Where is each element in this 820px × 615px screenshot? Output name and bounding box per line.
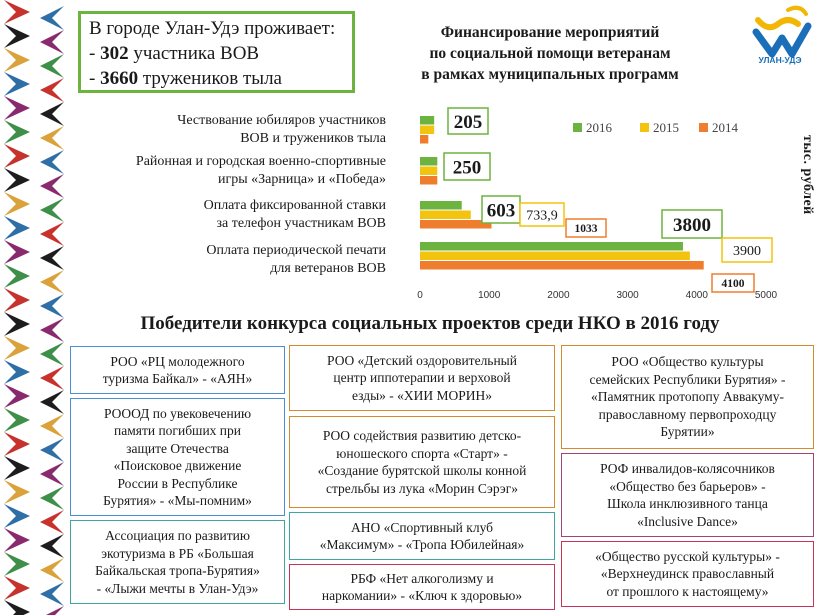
nko-card	[289, 564, 555, 610]
nko-card-line: - «Лыжи мечты в Улан-Удэ»	[96, 580, 259, 596]
x-tick-label: 3000	[616, 290, 639, 301]
nko-card-line: Школа инклюзивного танца	[607, 496, 768, 511]
nko-card-line: РОО «РЦ молодежного	[110, 353, 245, 369]
data-label: 603	[486, 200, 516, 222]
bar-2015	[420, 211, 471, 220]
nko-card-line: езды» - «ХИИ МОРИН»	[351, 387, 493, 403]
nko-card	[289, 416, 555, 508]
category-label-line: игры «Зарница» и «Победа»	[218, 172, 386, 187]
category-label-line: Чествование юбиляров участников	[177, 113, 386, 128]
legend-label: 2014	[712, 120, 738, 135]
bar-2015	[420, 252, 690, 261]
nko-card-line: памяти погибших при	[113, 423, 242, 438]
bar-2016	[420, 116, 434, 125]
nko-card-line: «Верхнеудинск православный	[600, 566, 775, 582]
nko-card-line: туризма Байкал» - «АЯН»	[102, 371, 253, 386]
category-label-line: для ветеранов ВОВ	[270, 261, 386, 276]
nko-card	[561, 345, 814, 449]
nko-card-text	[327, 352, 517, 405]
chart-title-line: Финансирование мероприятий	[440, 24, 660, 41]
nko-card-line: АНО «Спортивный клуб	[350, 519, 494, 535]
bar-2014	[420, 220, 491, 229]
data-label: 250	[452, 157, 482, 179]
nko-card-line: юношеского спорта «Старт» -	[336, 445, 508, 461]
x-tick-label: 0	[417, 290, 423, 301]
nko-card-line: РОО «Общество культуры	[611, 354, 764, 370]
nko-card	[561, 541, 814, 607]
section-title: Победители конкурса социальных проектов среди НКО в 2016 году	[140, 313, 720, 334]
bar-2015	[420, 167, 437, 176]
bar-2015	[420, 126, 434, 135]
nko-card-text	[95, 527, 260, 597]
nko-card-line: РОО содействия развитию детско-	[322, 428, 522, 443]
nko-card-text	[595, 548, 780, 601]
nko-card-line: Ассоциация по развитию	[105, 528, 250, 543]
nko-card-line: семейских Республики Бурятия» -	[589, 371, 786, 387]
info-heading: В городе Улан-Удэ проживает:	[89, 18, 336, 39]
nko-card-text	[103, 405, 252, 510]
nko-card-line: РОООД по увековечению	[103, 405, 252, 421]
nko-card-text	[318, 427, 527, 497]
y-axis-units: тыс. рублей	[800, 135, 815, 215]
bar-2016	[420, 157, 437, 166]
workers-count: 3660	[100, 68, 139, 89]
category-label-line: Оплата периодической печати	[206, 243, 386, 258]
legend-label: 2015	[653, 120, 679, 135]
chart-title-line: в рамках муниципальных программ	[421, 66, 679, 83]
x-tick-label: 1000	[478, 290, 501, 301]
nko-card-line: Бурятии»	[660, 424, 715, 440]
nko-card-line: «Общество русской культуры» -	[595, 548, 780, 564]
info-line-veterans: - 302 участника ВОВ	[89, 43, 260, 64]
veterans-text: участника ВОВ	[128, 43, 260, 64]
nko-card	[70, 520, 285, 604]
bar-2016	[420, 201, 462, 210]
nko-card-text	[600, 460, 775, 530]
data-label: 3900	[733, 244, 761, 260]
nko-card-line: экотуризма в РБ «Большая	[101, 545, 254, 561]
legend-swatch	[573, 123, 582, 132]
nko-card-line: «Поисковое движение	[113, 458, 242, 473]
nko-card-line: РОФ инвалидов-колясочников	[600, 461, 775, 476]
nko-card-text	[322, 570, 522, 605]
nko-card-line: «Создание бурятской школы конной	[317, 463, 527, 478]
nko-card-line: защите Отечества	[126, 440, 229, 456]
chart-title-line: по социальной помощи ветеранам	[429, 45, 671, 62]
nko-card-line: «Общество без барьеров» -	[609, 478, 766, 494]
workers-text: тружеников тыла	[138, 68, 282, 89]
nko-card-line: РБФ «Нет алкоголизму и	[350, 570, 494, 586]
nko-card-text	[590, 353, 786, 441]
legend-swatch	[699, 123, 708, 132]
nko-card-line: России в Республике	[117, 475, 238, 491]
bar-2016	[420, 242, 683, 251]
data-label: 205	[453, 111, 483, 133]
data-label: 1033	[574, 223, 598, 236]
nko-card-line: от прошлого к настоящему»	[606, 583, 769, 599]
nko-card-line: «Inclusive Dance»	[637, 513, 738, 529]
nko-card	[289, 345, 555, 411]
x-tick-label: 5000	[754, 290, 778, 301]
logo-text: УЛАН-УДЭ	[758, 55, 802, 65]
bar-2014	[420, 261, 704, 270]
nko-card-line: стрельбы из лука «Морин Сэрэг»	[325, 480, 519, 496]
bar-2014	[420, 135, 428, 144]
nko-card-text	[320, 519, 525, 554]
nko-card-line: РОО «Детский оздоровительный	[327, 352, 517, 368]
legend-label: 2016	[586, 120, 612, 135]
x-tick-label: 4000	[685, 290, 708, 301]
nko-card-line: «Памятник протопопу Аввакуму-	[591, 389, 784, 405]
nko-card-line: православному первопроходцу	[598, 406, 777, 422]
x-tick-label: 2000	[547, 290, 570, 301]
nko-card	[289, 512, 555, 560]
bar-2014	[420, 176, 437, 185]
nko-card	[561, 453, 814, 537]
nko-card-text	[103, 353, 253, 388]
category-label-line: за телефон участникам ВОВ	[216, 216, 386, 231]
data-label: 733,9	[526, 208, 558, 224]
nko-card-line: центр иппотерапии и верховой	[333, 370, 511, 386]
nko-card-line: «Максимум» - «Тропа Юбилейная»	[319, 537, 525, 552]
category-label-line: ВОВ и тружеников тыла	[240, 131, 386, 146]
data-label: 3800	[673, 214, 711, 236]
nko-card-line: Бурятия» - «Мы-помним»	[103, 493, 252, 508]
nko-card	[70, 398, 285, 516]
nko-card-line: Байкальская тропа-Бурятия»	[95, 563, 260, 578]
veterans-count: 302	[100, 43, 129, 64]
legend-swatch	[640, 123, 649, 132]
data-label: 4100	[721, 278, 745, 291]
category-label-line: Оплата фиксированной ставки	[203, 198, 386, 213]
category-label-line: Районная и городская военно-спортивные	[135, 154, 386, 169]
info-line-workers: - 3660 тружеников тыла	[89, 68, 282, 89]
nko-card-line: наркомании» - «Ключ к здоровью»	[321, 588, 523, 603]
nko-card	[70, 346, 285, 394]
